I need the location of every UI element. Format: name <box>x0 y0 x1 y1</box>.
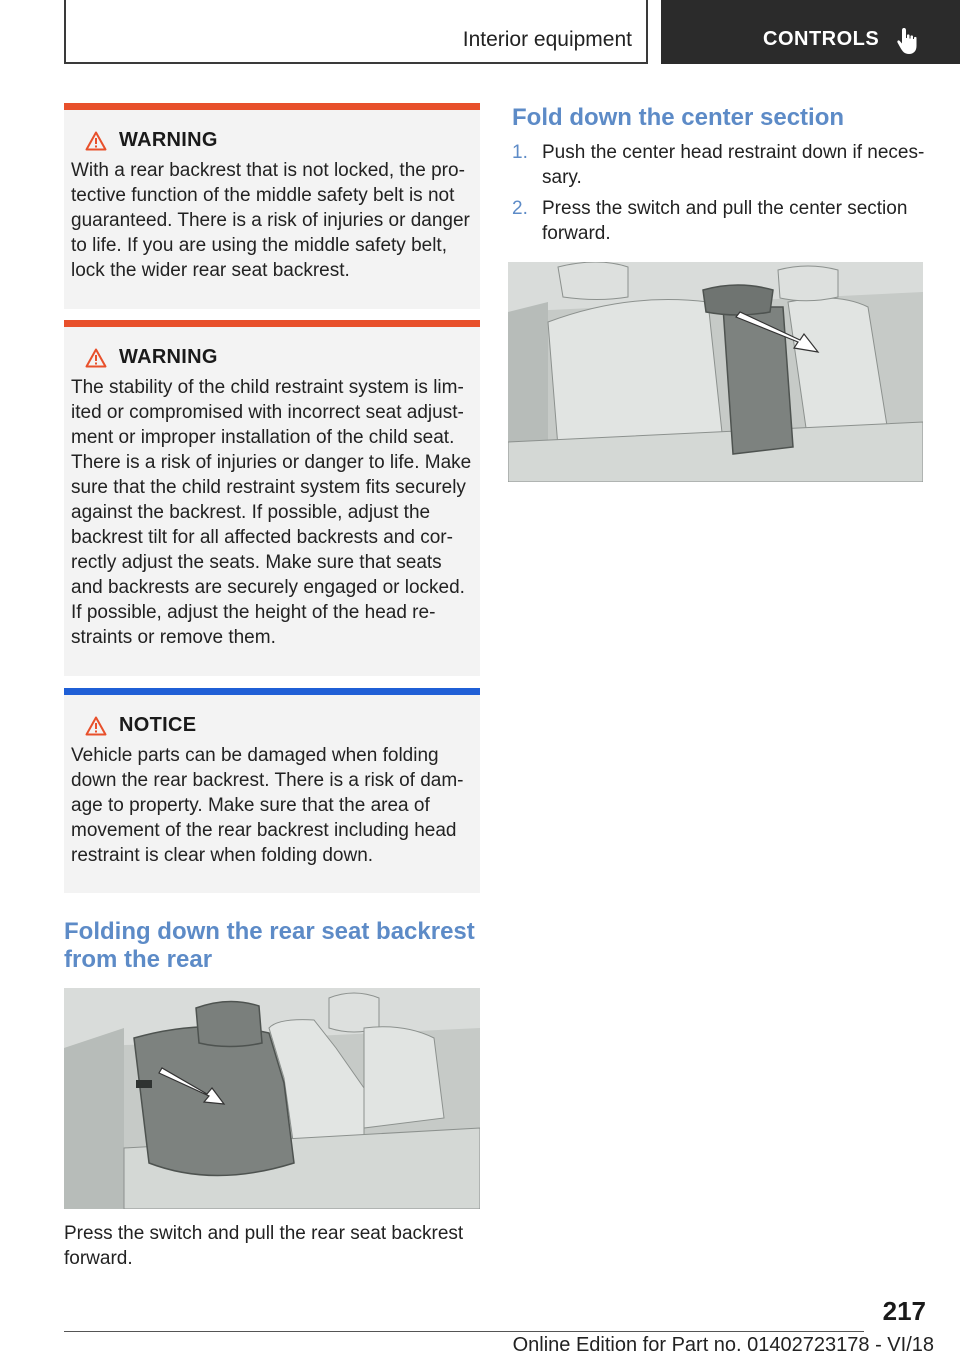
notice-triangle-icon <box>85 716 107 736</box>
warning-triangle-icon <box>85 131 107 151</box>
warning-title: WARNING <box>119 346 218 368</box>
warning-box-2 <box>64 320 480 676</box>
step-item <box>512 196 932 246</box>
warning-triangle-icon <box>85 348 107 368</box>
warning-text: With a rear backrest that is not locked, the pro-tective function of the middle safety belt is not guaranteed. There is a risk of injuries or danger to life. If you are using the middle safety belt, lock the wider rear seat backrest. <box>71 160 470 281</box>
step-text: Press the switch and pull the center section forward. <box>542 198 908 244</box>
rear-backrest-figure <box>64 988 480 1209</box>
warning-text: The stability of the child restraint system is lim-ited or compromised with incorrect seat adjust-ment or improper installation of the child seat. There is a risk of injuries or danger to life. Make sure that the child restraint system fits securely against the backrest. If possible, adjust the backrest tilt for all affected backrests and cor-rectly adjust the seats. Make sure that seats and backrests are securely engaged or locked. If possible, adjust the height of the head re-straints or remove them. <box>71 377 472 648</box>
warning-box-1 <box>64 103 480 309</box>
rear-seat-illustration <box>64 988 480 1209</box>
header-section-tab <box>64 0 648 64</box>
step-item <box>512 140 932 190</box>
step-text: Push the center head restraint down if neces-sary. <box>542 142 925 188</box>
step-list <box>512 140 932 252</box>
section-heading-center-section: Fold down the center section <box>512 104 845 131</box>
header-chapter-tab <box>661 0 960 64</box>
edition-footer: Online Edition for Part no. 01402723178 - VI/18 <box>512 1334 934 1356</box>
notice-box <box>64 688 480 893</box>
step-number: 1. <box>512 142 528 163</box>
page-number: 217 <box>882 1296 926 1326</box>
warning-bar <box>64 320 480 327</box>
pointing-hand-icon <box>895 26 921 56</box>
warning-bar <box>64 103 480 110</box>
footer-divider <box>64 1331 864 1332</box>
step-number: 2. <box>512 198 528 219</box>
header-chapter-title: CONTROLS <box>763 28 880 50</box>
center-seat-illustration <box>508 262 923 482</box>
notice-title: NOTICE <box>119 714 197 736</box>
section-heading-rear-backrest: Folding down the rear seat backrest from the rear <box>64 918 475 973</box>
rear-backrest-caption: Press the switch and pull the rear seat backrest forward. <box>64 1223 464 1269</box>
header-section-title: Interior equipment <box>462 28 632 51</box>
center-section-figure <box>508 262 923 482</box>
warning-title: WARNING <box>119 129 218 151</box>
notice-bar <box>64 688 480 695</box>
notice-text: Vehicle parts can be damaged when folding down the rear backrest. There is a risk of dam-age to property. Make sure that the area of movement of the rear backrest including head restraint is clear when folding down. <box>71 745 464 866</box>
